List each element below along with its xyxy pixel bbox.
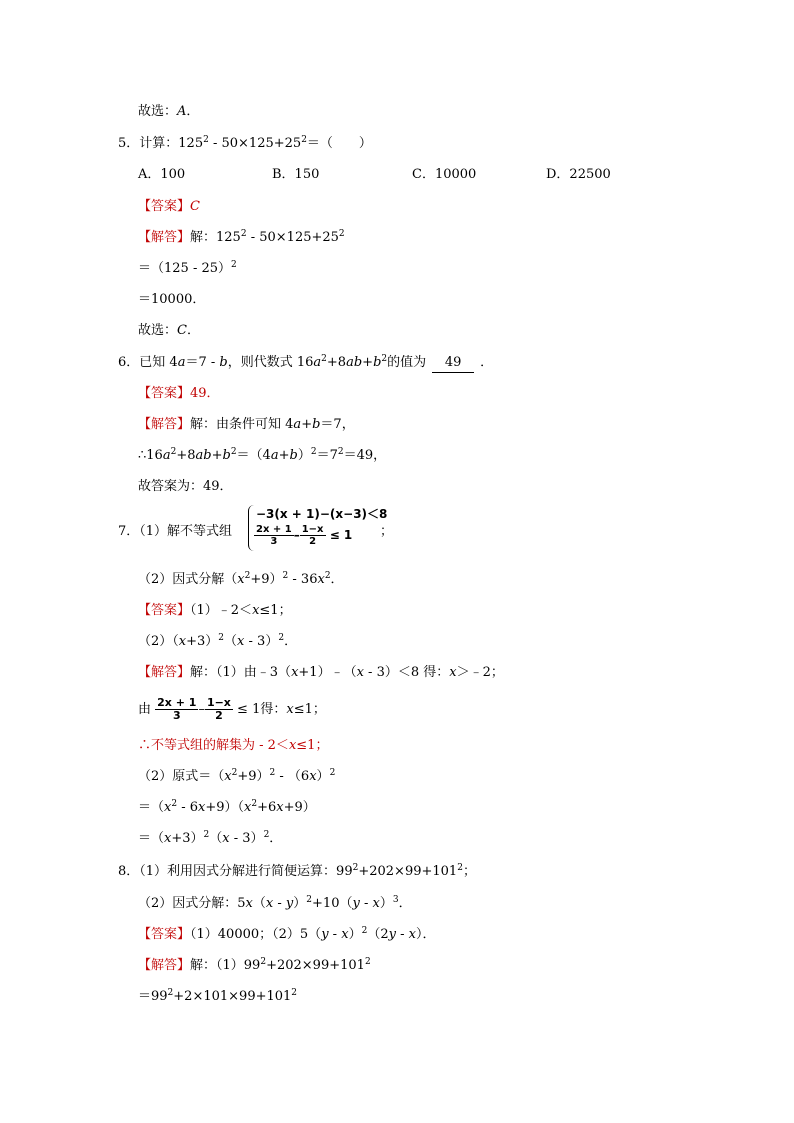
q4-conclusion: 故选：A．: [138, 104, 200, 119]
q5-solution-line-1: 【解答】解：$125^2 - 50\times 125+25^2$: [138, 229, 345, 245]
q5-answer: 【答案】C: [138, 199, 200, 214]
q5-option-b: B．150: [272, 167, 320, 182]
q7-solution-line-5: $=(x^2 - 6x+9)(x^2+6x+9)$: [138, 799, 316, 815]
q7-solution-line-1: 【解答】解：（1）由﹣3（x+1）﹣（x - 3）＜8 得：x＞﹣2；: [138, 665, 504, 680]
q5-option-d: D．22500: [546, 167, 611, 182]
q5-solution-line-3: ＝10000．: [138, 292, 206, 307]
q6-question: 6．已知 4a＝7 - b，则代数式 $16a^2+8ab+b^2$的值为 49 ．: [118, 354, 493, 373]
q8-solution-line-2: $=99^2+2\times 101\times 99+101^2$: [138, 988, 298, 1004]
q6-answer: 【答案】49．: [138, 386, 220, 401]
q7-answer-1: 【答案】（1）﹣2＜x≤1；: [138, 603, 292, 618]
q7-solution-line-4: （2）原式$=(x^2+9)^2 - (6x)^2$: [138, 768, 336, 784]
q6-conclusion: 故答案为：49．: [138, 479, 233, 494]
q5-question: 5．计算：$125^2 - 50\times 125+25^2=$（ ）: [118, 135, 372, 151]
q5-solution-line-2: ＝（125 - 25）$^2$: [138, 260, 237, 276]
q7-part1: 7．（1）解不等式组: [118, 524, 233, 539]
q6-blank: 49: [432, 354, 474, 373]
q8-solution-line-1: 【解答】解：$(1)99^2+202\times 99+101^2$: [138, 957, 371, 973]
q7-part2: （2）因式分解$(x^2+9)^2 - 36x^2$．: [138, 571, 344, 587]
q7-answer-2: $(2)(x+3)^2(x - 3)^2$．: [138, 633, 298, 649]
q5-conclusion: 故选：C．: [138, 323, 200, 338]
q7-solution-line-6: $=(x+3)^2(x - 3)^2$．: [138, 830, 283, 846]
q6-solution-line-2: $\therefore 16a^2+8ab+b^2=(4a+b)^2=7^2=49$，: [138, 447, 387, 463]
q8-part2: （2）因式分解：5x（x - y）$^2$+10（y - x）$^3$．: [138, 895, 412, 911]
q7-solution-line-2: 由 $\frac{2x + 1}{3}$ – $\frac{1-x}{2}$ ≤ 1得：x≤1；: [138, 696, 326, 722]
q8-answer: 【答案】（1）40000；（2）5（y - x）$^2$（2y - x）．: [138, 926, 436, 942]
system-line-1: −3(x + 1)−(x−3)＜8: [256, 507, 388, 521]
q5-option-c: C．10000: [412, 167, 477, 182]
q8-part1: 8．（1）利用因式分解进行简便运算：$99^2+202\times 99+101^2$；: [118, 863, 476, 879]
q6-solution-line-1: 【解答】解：由条件可知 4a+b＝7，: [138, 417, 355, 432]
q7-solution-line-3: ∴不等式组的解集为 - 2＜x≤1；: [138, 738, 329, 753]
q5-option-a: A．100: [138, 167, 186, 182]
q7-inequality-system: [248, 505, 388, 553]
q7-system-end: ；: [380, 524, 394, 539]
system-line-2: $\frac{2x + 1}{3}$ – $\frac{1-x}{2}$ ≤ 1: [256, 524, 353, 547]
